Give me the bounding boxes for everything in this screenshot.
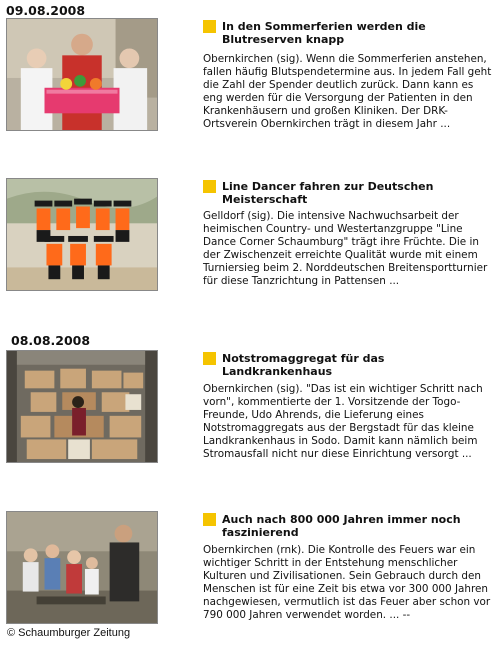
article-teaser: Obernkirchen (sig). "Das ist ein wichtiger Schritt nach vorn", kommentierte der 1. Vorsitzende der Togo-Freunde, Udo Ahrends, die Lieferung eines Notstromaggregats aus der Bergstadt für das kleine Landkrankenhaus in Sodo. Damit kann nämlich beim Stromausfall nicht nur diese Einrichtung versorgt ... xyxy=(203,383,483,460)
article-headline-link[interactable]: Line Dancer fahren zur Deutschen Meisterschaft xyxy=(203,180,493,206)
article-photo[interactable] xyxy=(6,350,158,463)
article-headline-link[interactable]: In den Sommerferien werden die Blutreserven knapp xyxy=(203,20,493,46)
article-teaser: Gelldorf (sig). Die intensive Nachwuchsarbeit der heimischen Country- und Westertanzgruppe "Line Dance Corner Schaumburg" trägt ihre Früchte. Die in der Zwischenzeit erreichte Qualität wurde mit einem Turniersieg beim 2. Norddeutschen Breitensportturnier für diese Tanzrichtung in Pattensen ... xyxy=(203,210,488,287)
article-photo[interactable] xyxy=(6,511,158,624)
article-photo[interactable] xyxy=(6,178,158,291)
article-headline-link[interactable]: Auch nach 800 000 Jahren immer noch faszinierend xyxy=(203,513,493,539)
bullet-square-icon xyxy=(203,352,216,365)
bullet-square-icon xyxy=(203,20,216,33)
article-teaser: Obernkirchen (rnk). Die Kontrolle des Feuers war ein wichtiger Schritt in der Entstehung menschlicher Kulturen und Zivilisationen. Sein Gebrauch durch den Menschen ist für eine Zeit bis etwa vor 300 000 Jahren nachgewiesen, vermutlich ist das Feuer aber schon vor 790 000 Jahren verwendet worden. ... -- xyxy=(203,544,491,621)
date-heading: 08.08.2008 xyxy=(11,333,91,348)
bullet-square-icon xyxy=(203,180,216,193)
bullet-square-icon xyxy=(203,513,216,526)
article-teaser: Obernkirchen (sig). Wenn die Sommerferien anstehen, fallen häufig Blutspendetermine aus. In jedem Fall geht die Zahl der Spender deutlich zurück. Dann kann es eng werden für die Versorgung der Patienten in den Krankenhäusern und großen Kliniken. Der DRK-Ortsverein Obernkirchen trägt in diesem Jahr ... xyxy=(203,53,492,130)
date-heading: 09.08.2008 xyxy=(6,3,86,18)
copyright-notice: © Schaumburger Zeitung xyxy=(7,627,131,639)
article-photo[interactable] xyxy=(6,18,158,131)
article-headline-link[interactable]: Notstromaggregat für das Landkrankenhaus xyxy=(203,352,493,378)
